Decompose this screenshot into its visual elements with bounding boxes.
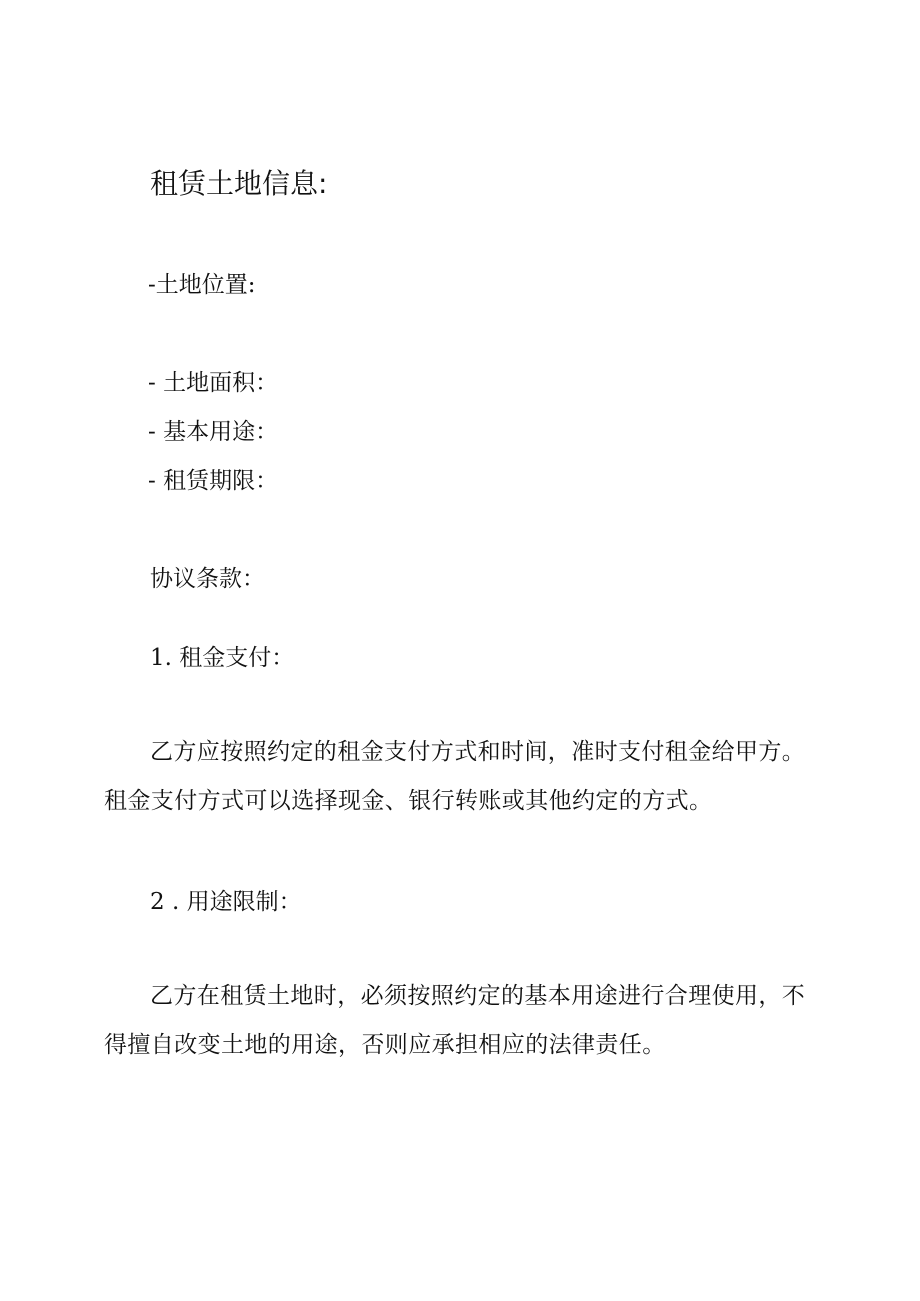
clause-2-text-line-1: 乙方在租赁土地时，必须按照约定的基本用途进行合理使用，不 [150, 983, 806, 1009]
land-usage-item: - 基本用途： [148, 419, 279, 445]
clause-1-text-line-1: 乙方应按照约定的租金支付方式和时间，准时支付租金给甲方。 [150, 739, 806, 765]
clause-1-title: 1. 租金支付： [150, 645, 295, 671]
land-location-item: -土地位置: [148, 272, 256, 298]
lease-term-item: - 租赁期限： [148, 468, 279, 494]
clause-2-title: 2 . 用途限制： [150, 889, 302, 915]
land-area-item: - 土地面积： [148, 370, 279, 396]
clause-2-text-line-2: 得擅自改变土地的用途，否则应承担相应的法律责任。 [104, 1032, 666, 1058]
clause-1-text-line-2: 租金支付方式可以选择现金、银行转账或其他约定的方式。 [104, 788, 713, 814]
agreement-terms-title: 协议条款： [150, 566, 265, 592]
section-heading-land-info: 租赁土地信息: [150, 167, 328, 200]
